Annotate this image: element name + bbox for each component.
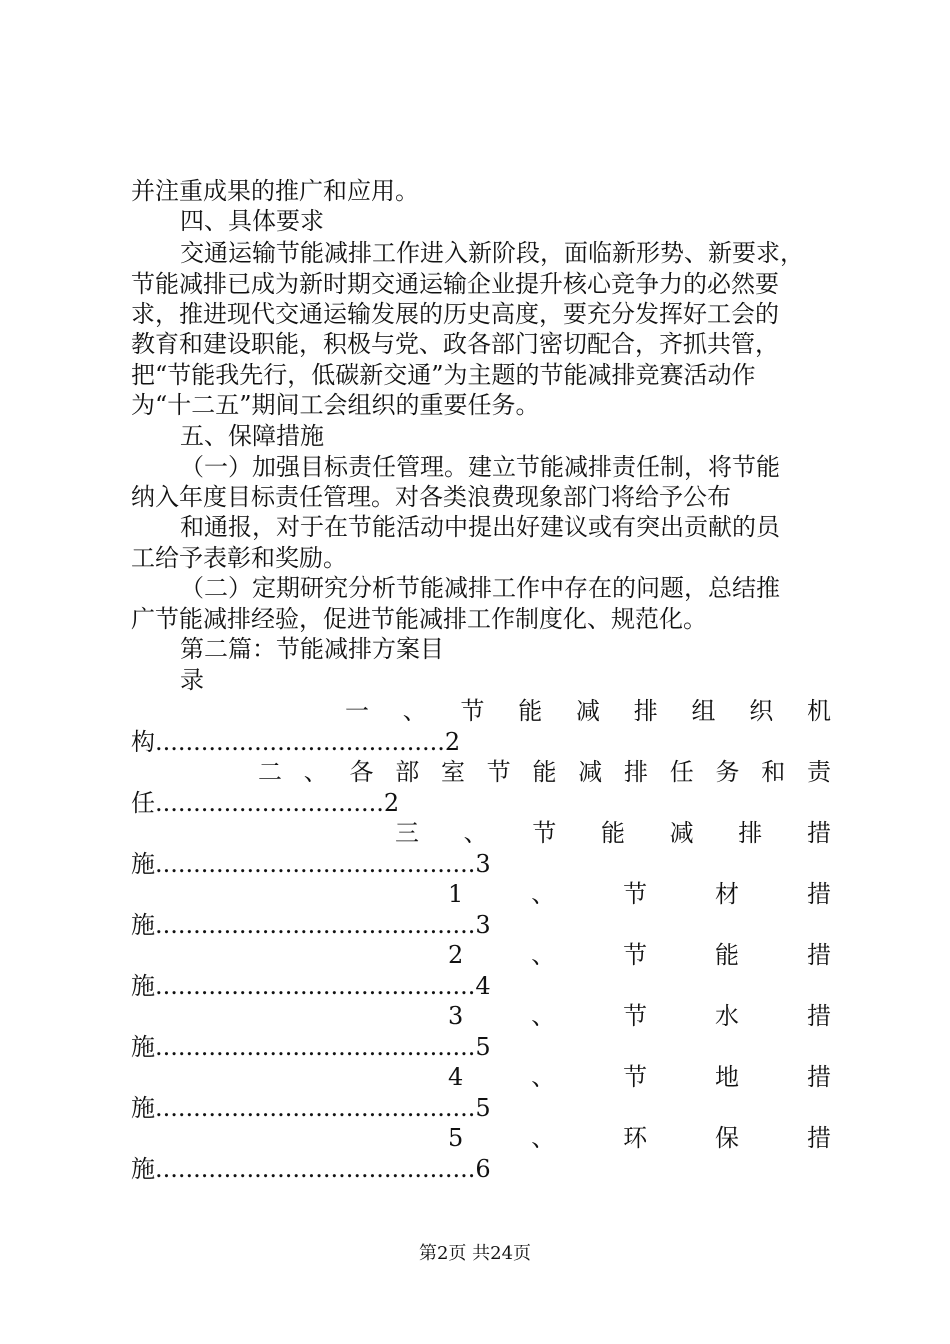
- toc-char: 三: [395, 819, 419, 847]
- section-heading: 四、具体要求: [180, 207, 324, 235]
- toc-char: 节: [486, 758, 511, 786]
- toc-entry-tail: [131, 910, 491, 940]
- toc-entry-head: [258, 757, 831, 787]
- toc-char: 保: [715, 1124, 740, 1152]
- toc-entry-tail: [131, 1154, 491, 1184]
- toc-page-number: 6: [475, 1155, 491, 1183]
- toc-char: 3: [448, 1002, 464, 1030]
- toc-tail: 施: [131, 1094, 155, 1122]
- toc-tail: 施: [131, 850, 155, 878]
- toc-entry-head: [448, 940, 831, 970]
- toc-char: 水: [715, 1002, 740, 1030]
- page-footer: 第2页 共24页: [418, 1243, 532, 1264]
- toc-char: 排: [738, 819, 763, 847]
- toc-char: 节: [623, 1063, 648, 1091]
- toc-char: 减: [576, 697, 600, 725]
- toc-char: 、: [463, 819, 488, 847]
- chapter-heading: 第二篇：节能减排方案目: [180, 635, 444, 663]
- toc-char: 织: [749, 697, 774, 725]
- toc-char: 措: [806, 819, 831, 847]
- toc-char: 、: [402, 697, 427, 725]
- text-line: 交通运输节能减排工作进入新阶段，面临新形势、新要求，: [180, 239, 804, 267]
- toc-char: 务: [715, 758, 740, 786]
- toc-dots: ..........................................: [155, 1033, 476, 1061]
- toc-char: 措: [806, 1063, 831, 1091]
- toc-char: 措: [806, 1002, 831, 1030]
- text-line: 并注重成果的推广和应用。: [131, 177, 419, 205]
- text-line: 和通报，对于在节能活动中提出好建议或有突出贡献的员: [180, 513, 780, 541]
- toc-char: 减: [578, 758, 603, 786]
- toc-dots: ..........................................: [155, 972, 476, 1000]
- toc-char: 5: [448, 1124, 464, 1152]
- text-line: （一）加强目标责任管理。建立节能减排责任制，将节能: [180, 453, 780, 481]
- toc-dots: ..........................................: [155, 1094, 476, 1122]
- toc-entry-tail: [131, 849, 491, 879]
- toc-page-number: 3: [475, 911, 491, 939]
- text-line: 工给予表彰和奖励。: [131, 544, 347, 572]
- toc-page-number: 3: [475, 850, 491, 878]
- toc-char: 任: [669, 758, 694, 786]
- toc-char: 组: [691, 697, 716, 725]
- toc-char: 、: [303, 758, 328, 786]
- toc-char: 能: [532, 758, 557, 786]
- text-line: 广节能减排经验，促进节能减排工作制度化、规范化。: [131, 605, 707, 633]
- toc-char: 、: [531, 941, 556, 969]
- toc-char: 节: [460, 697, 485, 725]
- toc-dots: ..............................: [155, 789, 384, 817]
- toc-char: 措: [806, 941, 831, 969]
- text-line: 节能减排已成为新时期交通运输企业提升核心竞争力的必然要: [131, 270, 779, 298]
- toc-entry-tail: [131, 727, 460, 757]
- toc-dots: ..........................................: [155, 911, 476, 939]
- toc-tail: 构: [131, 728, 155, 756]
- toc-char: 责: [807, 758, 831, 786]
- toc-char: 节: [623, 941, 648, 969]
- toc-char: 环: [623, 1124, 648, 1152]
- toc-char: 能: [715, 941, 740, 969]
- toc-char: 一: [345, 697, 369, 725]
- toc-char: 、: [531, 1002, 556, 1030]
- toc-entry-tail: [131, 1093, 491, 1123]
- toc-dots: ..........................................: [155, 1155, 476, 1183]
- text-line: 为“十二五”期间工会组织的重要任务。: [131, 391, 540, 419]
- section-heading: 五、保障措施: [180, 422, 324, 450]
- toc-char: 能: [600, 819, 625, 847]
- toc-page-number: 5: [475, 1033, 491, 1061]
- toc-char: 二: [258, 758, 282, 786]
- toc-char: 各: [349, 758, 374, 786]
- toc-tail: 施: [131, 911, 155, 939]
- toc-char: 节: [532, 819, 557, 847]
- toc-page-number: 2: [383, 789, 400, 817]
- toc-char: 室: [441, 758, 465, 786]
- toc-char: 材: [715, 880, 740, 908]
- toc-tail: 施: [131, 1155, 155, 1183]
- toc-dots: ..........................................: [155, 850, 476, 878]
- toc-entry-tail: [131, 788, 399, 818]
- toc-page-number: 4: [475, 972, 491, 1000]
- toc-char: 、: [531, 880, 556, 908]
- toc-entry-head: [448, 1062, 831, 1092]
- toc-tail: 施: [131, 1033, 155, 1061]
- toc-char: 排: [624, 758, 648, 786]
- toc-char: 节: [623, 1002, 648, 1030]
- toc-entry-head: [448, 879, 831, 909]
- toc-entry-head: [448, 1001, 831, 1031]
- text-line: 纳入年度目标责任管理。对各类浪费现象部门将给予公布: [131, 483, 731, 511]
- text-line: 把“节能我先行，低碳新交通”为主题的节能减排竞赛活动作: [131, 361, 756, 389]
- toc-char: 能: [518, 697, 543, 725]
- text-line: 教育和建设职能，积极与党、政各部门密切配合，齐抓共管，: [131, 330, 779, 358]
- toc-char: 、: [531, 1063, 556, 1091]
- toc-tail: 任: [131, 789, 155, 817]
- toc-char: 1: [448, 880, 464, 908]
- toc-dots: ......................................: [155, 728, 445, 756]
- toc-char: 部: [395, 758, 420, 786]
- toc-entry-head: [448, 1123, 831, 1153]
- toc-char: 2: [448, 941, 464, 969]
- toc-page-number: 5: [475, 1094, 491, 1122]
- toc-char: 措: [806, 880, 831, 908]
- text-line: 求，推进现代交通运输发展的历史高度，要充分发挥好工会的: [131, 300, 779, 328]
- toc-char: 措: [806, 1124, 831, 1152]
- text-line: （二）定期研究分析节能减排工作中存在的问题，总结推: [180, 574, 780, 602]
- toc-char: 和: [761, 758, 786, 786]
- toc-entry-head: [345, 696, 831, 726]
- toc-entry-tail: [131, 971, 491, 1001]
- toc-entry-head: [395, 818, 831, 848]
- toc-char: 排: [633, 697, 658, 725]
- toc-page-number: 2: [444, 728, 461, 756]
- toc-tail: 施: [131, 972, 155, 1000]
- toc-char: 节: [623, 880, 648, 908]
- toc-char: 、: [531, 1124, 556, 1152]
- toc-char: 减: [669, 819, 694, 847]
- toc-heading: 录: [180, 666, 204, 694]
- toc-char: 机: [807, 697, 831, 725]
- toc-char: 4: [448, 1063, 464, 1091]
- toc-entry-tail: [131, 1032, 491, 1062]
- toc-char: 地: [715, 1063, 740, 1091]
